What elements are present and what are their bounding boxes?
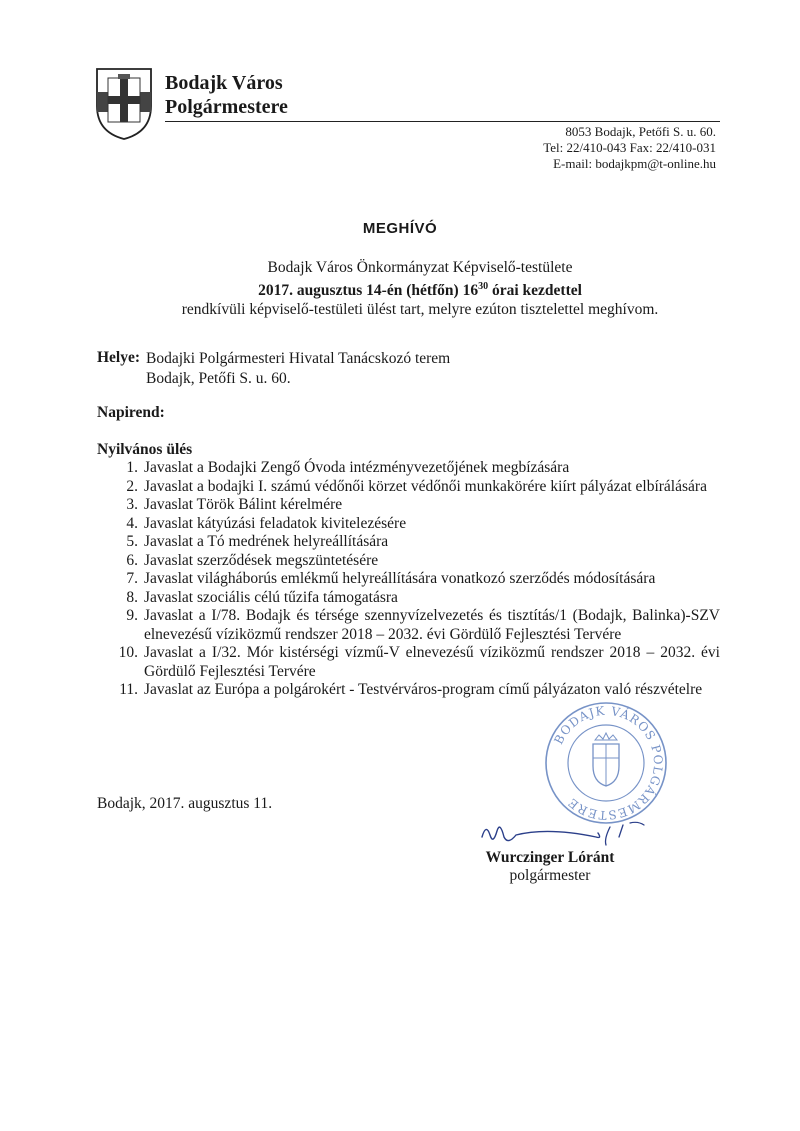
svg-text:BODAJK VÁROS POLGÁRMESTERE: BODAJK VÁROS POLGÁRMESTERE (551, 703, 666, 823)
address-line: 8053 Bodajk, Petőfi S. u. 60. (565, 124, 716, 139)
agenda-item-number: 11. (119, 681, 138, 698)
signer-role: polgármester (509, 867, 591, 884)
agenda-item-number: 4. (126, 514, 138, 532)
agenda-item-text: Javaslat az Európa a polgárokért - Testvérváros-program című pályázaton való részvételre (144, 681, 703, 698)
agenda-item-number: 2. (126, 477, 138, 495)
agenda-item (97, 459, 720, 478)
agenda-item-text: Javaslat a bodajki I. számú védőnői körzet védőnői munkakörére kiírt pályázat elbírálására (144, 477, 707, 495)
signer-block (450, 849, 650, 885)
agenda-list (97, 459, 720, 700)
agenda-item-number: 3. (126, 496, 138, 513)
meeting-date-line (0, 277, 800, 300)
agenda-item-number: 10. (118, 644, 138, 661)
phone-fax-line: Tel: 22/410-043 Fax: 22/410-031 (543, 140, 716, 155)
agenda-item (97, 570, 720, 589)
agenda-item (97, 515, 720, 534)
agenda-item (97, 681, 720, 700)
issuer-name-line1: Bodajk Város (165, 72, 283, 94)
meeting-time-minutes: 30 (478, 281, 489, 292)
agenda-item (97, 644, 720, 681)
issuer-name (165, 71, 288, 119)
agenda-item-number: 5. (126, 533, 138, 550)
agenda-item-text: Javaslat kátyúzási feladatok kivitelezésére (144, 514, 407, 532)
official-stamp (543, 700, 669, 826)
agenda-item-number: 9. (126, 607, 138, 624)
agenda-item-number: 8. (126, 588, 138, 606)
agenda-item-text: Javaslat Török Bálint kérelmére (144, 496, 343, 513)
agenda-item (97, 533, 720, 552)
agenda-item-text: Javaslat a Bodajki Zengő Óvoda intézményvezetőjének megbízására (144, 459, 570, 476)
location-line1: Bodajki Polgármesteri Hivatal Tanácskozó terem (146, 350, 451, 367)
agenda-item-number: 1. (126, 459, 138, 476)
session-heading: Nyilvános ülés (97, 441, 193, 458)
agenda-item-text: Javaslat szociális célú tűzifa támogatásra (144, 588, 398, 606)
agenda-item-text: Javaslat szerződések megszüntetésére (144, 551, 379, 569)
agenda-item (97, 552, 720, 571)
coat-of-arms-logo (94, 66, 154, 142)
meeting-time-suffix: órai kezdettel (488, 282, 582, 300)
agenda-item-number: 7. (126, 570, 138, 587)
email-line: E-mail: bodajkpm@t-online.hu (553, 156, 716, 171)
contact-block (543, 124, 716, 172)
signer-name: Wurczinger Lóránt (485, 849, 615, 866)
agenda-item-text: Javaslat a I/78. Bodajk és térsége szennyvízelvezetés és tisztítás/1 (Bodajk, Balinka)-SZV elnevezésű víziközmű rendszer 2018 – 2032. évi Gördülő Fejlesztési Tervére (144, 607, 720, 643)
agenda-item-text: Javaslat a Tó medrének helyreállítására (144, 533, 389, 550)
agenda-item (97, 478, 720, 497)
agenda-item (97, 589, 720, 608)
place-and-date: Bodajk, 2017. augusztus 11. (97, 795, 273, 812)
intro-paragraph (0, 258, 800, 319)
meeting-date: 2017. augusztus 14-én (hétfőn) 16 (258, 282, 479, 300)
intro-line1: Bodajk Város Önkormányzat Képviselő-testülete (267, 259, 573, 276)
agenda-item-number: 6. (126, 551, 138, 569)
agenda-item (97, 496, 720, 515)
location-line2: Bodajk, Petőfi S. u. 60. (146, 370, 291, 387)
intro-line3: rendkívüli képviselő-testületi ülést tart, melyre ezúton tisztelettel meghívom. (181, 301, 659, 319)
agenda-item-text: Javaslat világháborús emlékmű helyreállítására vonatkozó szerződés módosítására (144, 570, 656, 587)
location-label: Helye: (97, 349, 141, 366)
agenda-item-text: Javaslat a I/32. Mór kistérségi vízmű-V elnevezésű víziközmű rendszer 2018 – 2032. évi Gördülő Fejlesztési Tervére (144, 644, 720, 680)
location-value (146, 349, 450, 389)
document-title: MEGHÍVÓ (362, 220, 438, 237)
agenda-heading: Napirend: (97, 404, 165, 421)
header-divider (165, 121, 720, 122)
agenda-item (97, 607, 720, 644)
issuer-name-line2: Polgármestere (165, 96, 288, 118)
